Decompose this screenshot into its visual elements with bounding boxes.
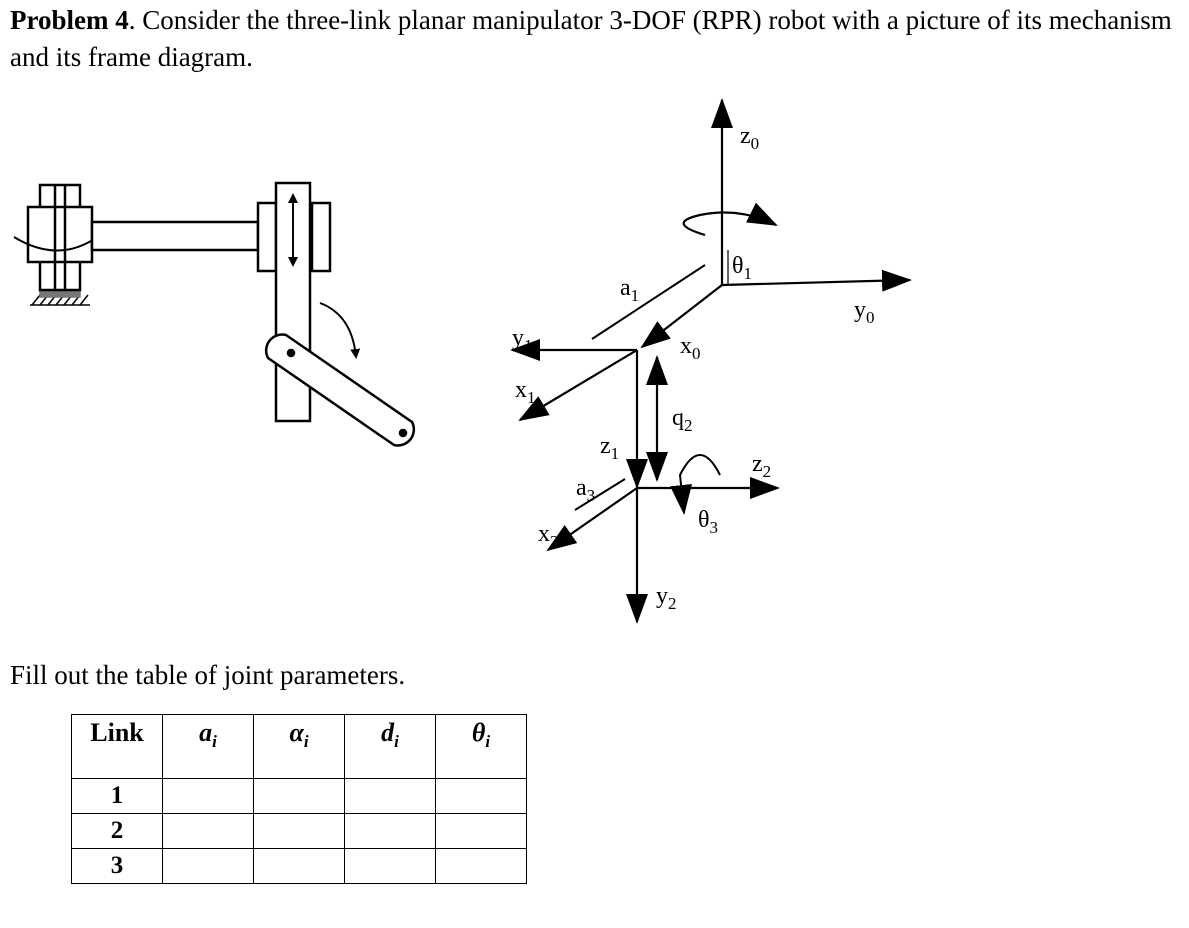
label-z2: $z_2$ [752,451,772,481]
problem-text: . Consider the three-link planar manipulator 3-DOF (RPR) robot with a picture of its mechanism and its frame diagram. [10,5,1172,72]
problem-label: Problem 4 [10,5,129,35]
label-a1: $a_1$ [620,275,640,305]
header-link: Link [72,715,163,779]
label-z0: $z_0$ [740,123,760,153]
instruction-text: Fill out the table of joint parameters. [10,660,406,690]
link3-rotation-arrow [320,303,356,357]
link-number: 3 [72,849,163,884]
label-x2: $x_2$ [538,521,559,551]
link-number: 2 [72,814,163,849]
problem-statement [10,2,1180,76]
cell-alpha[interactable] [254,779,345,814]
a1-dimension [592,265,705,339]
link-number: 1 [72,779,163,814]
header-alpha: $\alpha_i$ [254,715,345,779]
label-theta3: $\theta_3$ [698,507,718,537]
label-y0: $y_0$ [854,297,875,327]
cell-theta[interactable] [436,779,527,814]
label-x0: $x_0$ [680,333,701,363]
table-row [72,849,527,884]
cell-theta[interactable] [436,814,527,849]
cell-a[interactable] [163,779,254,814]
robot-figure [0,95,1189,655]
cell-d[interactable] [345,849,436,884]
cell-theta[interactable] [436,849,527,884]
label-y1: $y_1$ [512,325,533,355]
label-a3: $a_3$ [576,475,596,505]
joint-parameter-table [71,714,527,884]
header-d: $d_i$ [345,715,436,779]
mechanism-picture [14,183,414,445]
label-z1: $z_1$ [600,433,620,463]
x1-axis [520,350,637,420]
cell-d[interactable] [345,779,436,814]
theta1-rotation-arrow [684,213,776,235]
cell-a[interactable] [163,814,254,849]
label-theta1: $\theta_1$ [732,253,752,283]
label-y2: $y_2$ [656,583,677,613]
frame-labels [512,123,875,613]
label-x1: $x_1$ [515,377,536,407]
table-row [72,814,527,849]
cell-alpha[interactable] [254,814,345,849]
table-header-row [72,715,527,779]
horizontal-link [92,222,258,250]
cell-d[interactable] [345,814,436,849]
header-theta: $\theta_i$ [436,715,527,779]
theta3-rotation-arrow [680,455,720,513]
frame-diagram [512,100,910,622]
label-q2: $q_2$ [672,405,693,435]
table-row [72,779,527,814]
cell-a[interactable] [163,849,254,884]
cell-alpha[interactable] [254,849,345,884]
header-a: $a_i$ [163,715,254,779]
